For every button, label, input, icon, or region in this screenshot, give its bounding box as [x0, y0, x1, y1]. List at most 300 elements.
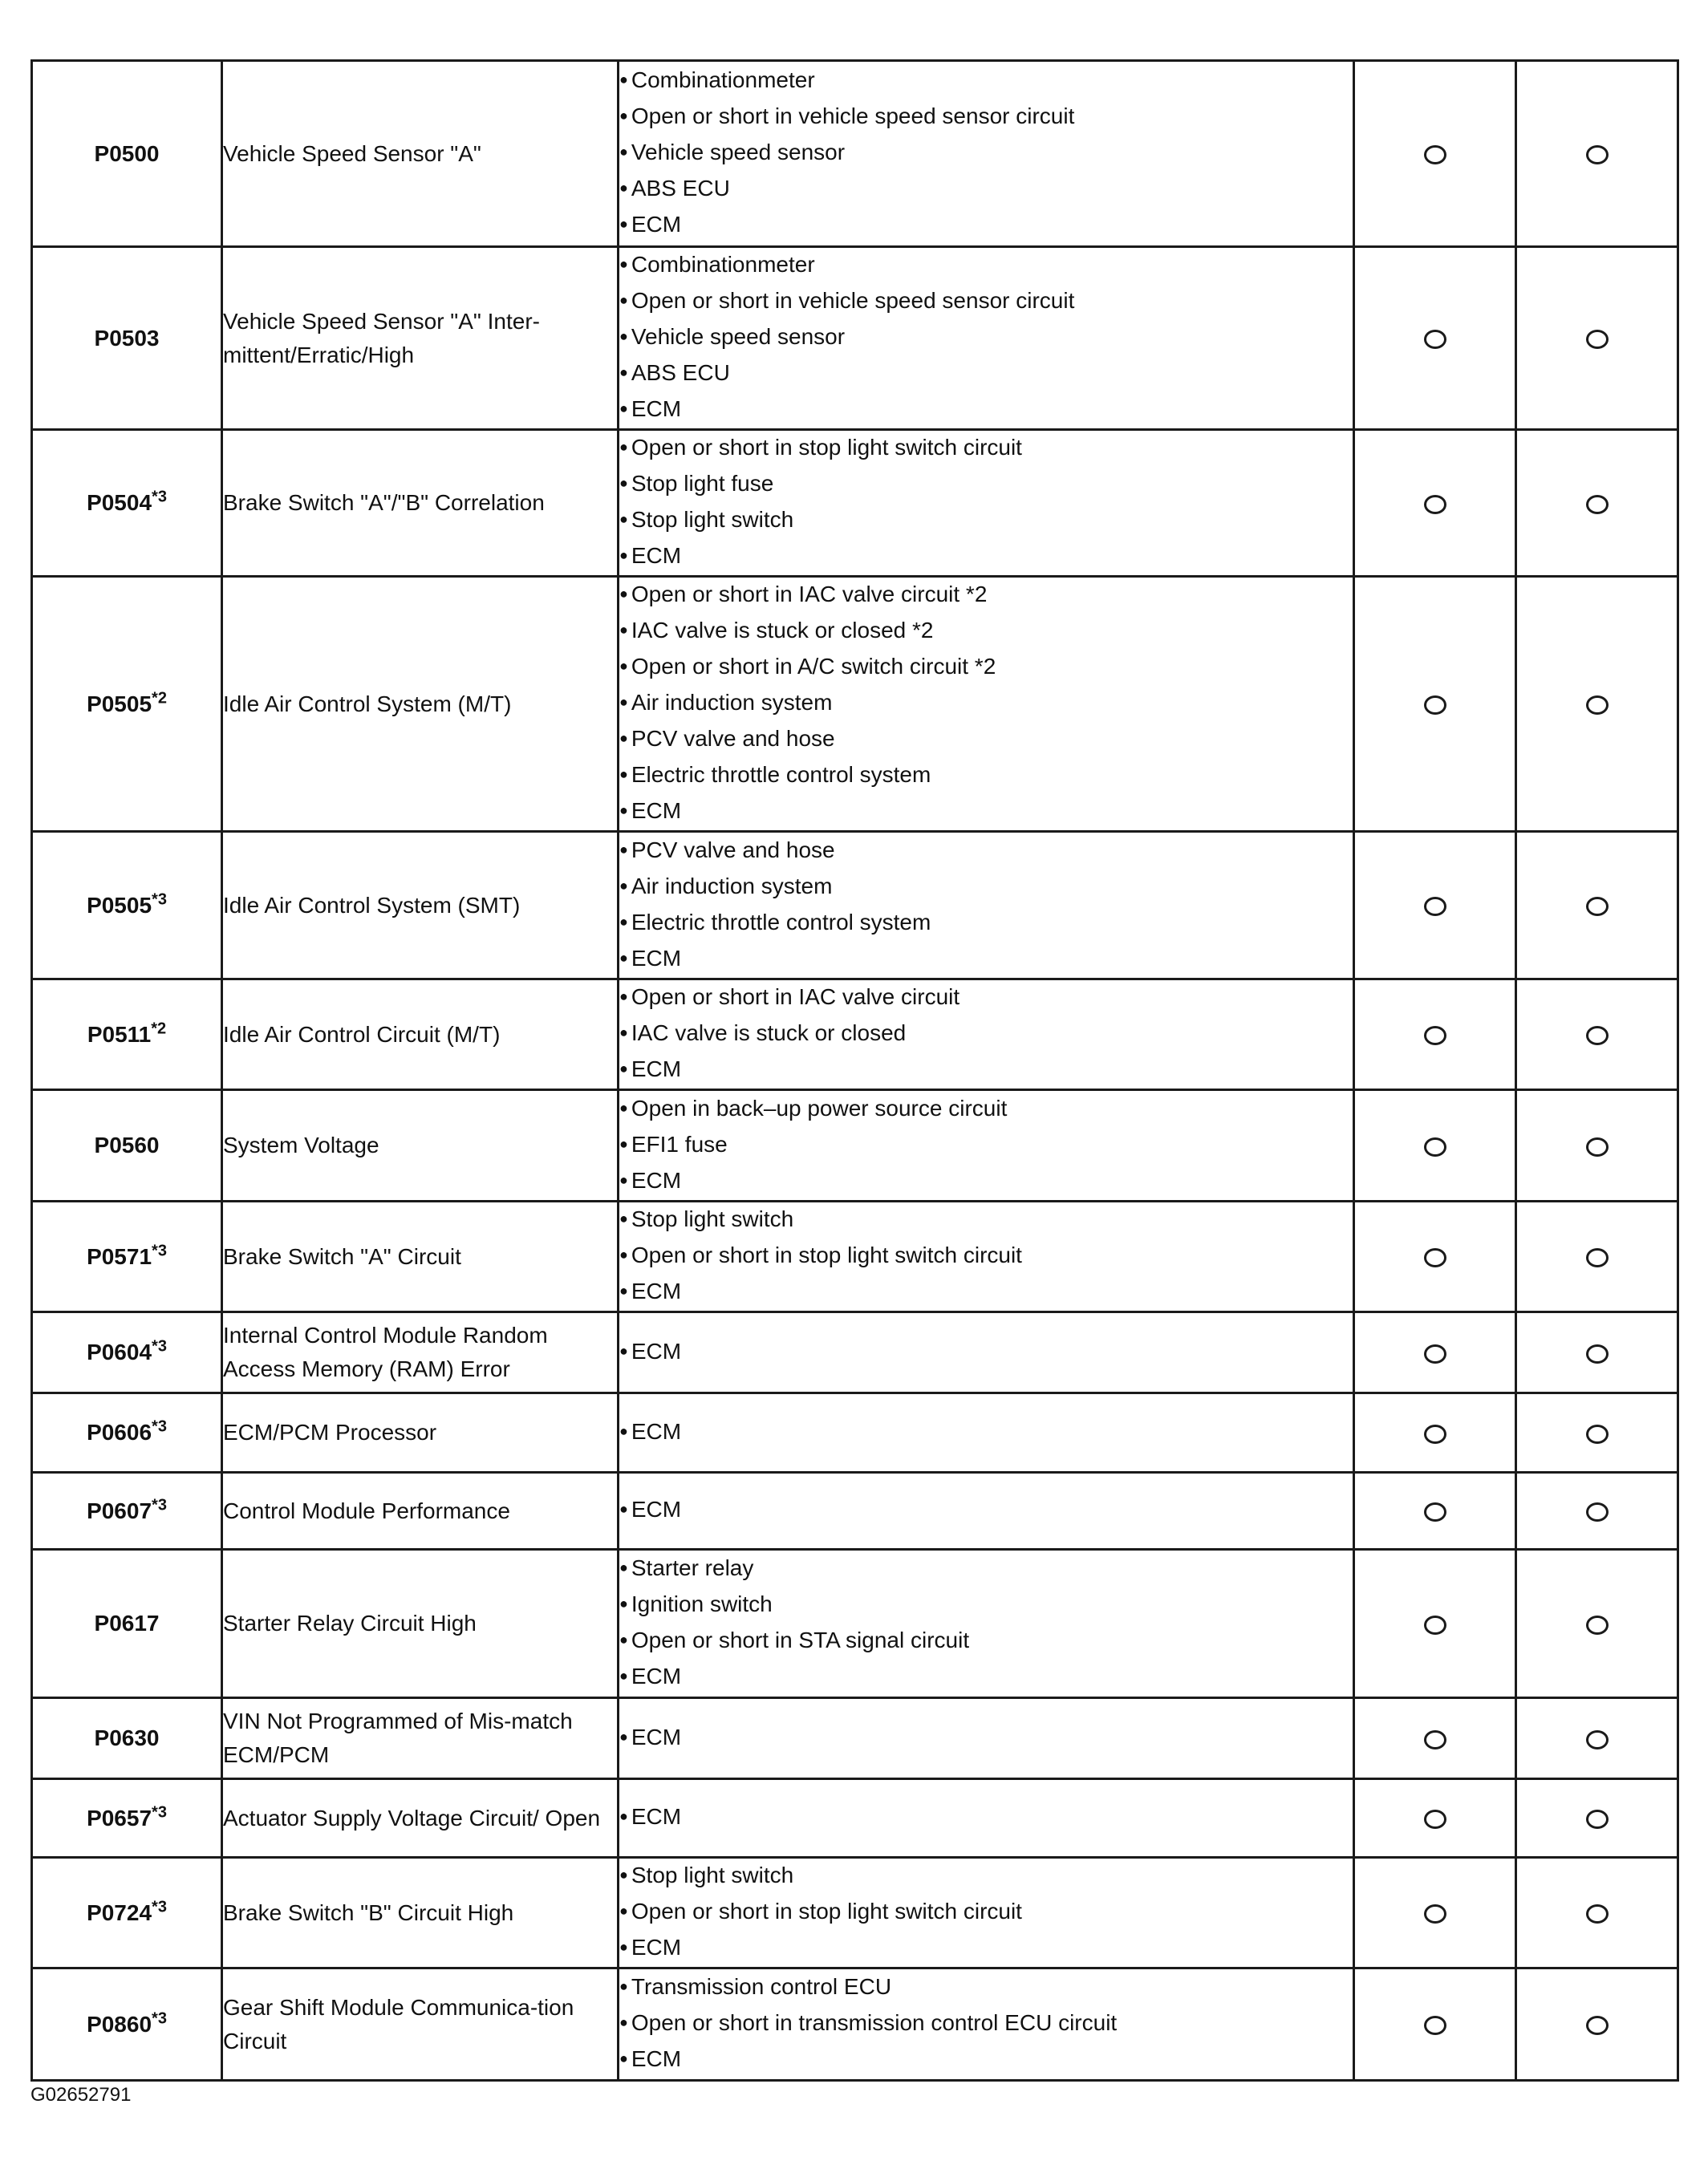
trouble-area-item — [619, 1493, 1353, 1529]
trouble-area-text: Stop light fuse — [631, 471, 774, 496]
trouble-area-item — [619, 2042, 1353, 2078]
circle-icon — [1586, 1904, 1609, 1924]
trouble-area-item — [619, 503, 1353, 539]
trouble-area-item — [619, 1092, 1353, 1128]
trouble-area-cell — [619, 1473, 1354, 1550]
memory-indicator-cell — [1516, 1858, 1678, 1968]
trouble-area-cell — [619, 1312, 1354, 1393]
dtc-code: P0571 — [87, 1243, 152, 1269]
bullet-icon: ● — [619, 1135, 628, 1152]
table-row — [32, 979, 1678, 1090]
dtc-code: P0505 — [87, 892, 152, 918]
trouble-area-text: Stop light switch — [631, 1863, 794, 1887]
trouble-area-text: Open or short in stop light switch circuit — [631, 1899, 1022, 1924]
mil-indicator-cell — [1354, 832, 1516, 979]
bullet-icon: ● — [619, 1559, 628, 1575]
trouble-area-text: ECM — [631, 212, 682, 237]
table-row — [32, 430, 1678, 577]
dtc-footnote-mark: *3 — [152, 890, 167, 909]
circle-icon — [1424, 1616, 1446, 1635]
trouble-area-text: Combinationmeter — [631, 67, 815, 92]
table-row — [32, 247, 1678, 430]
circle-icon — [1424, 1344, 1446, 1364]
trouble-area-text: Starter relay — [631, 1555, 754, 1580]
trouble-area-text: Air induction system — [631, 690, 833, 715]
memory-indicator-cell — [1516, 1473, 1678, 1550]
table-row — [32, 1312, 1678, 1393]
trouble-area-item — [619, 172, 1353, 208]
trouble-area-item — [619, 1721, 1353, 1757]
trouble-area-text: ECM — [631, 945, 682, 971]
dtc-code: P0657 — [87, 1805, 152, 1831]
mil-indicator-cell — [1354, 1202, 1516, 1312]
trouble-area-cell — [619, 832, 1354, 979]
trouble-area-cell — [619, 577, 1354, 832]
dtc-code: P0504 — [87, 490, 152, 515]
trouble-area-text: ECM — [631, 1418, 682, 1444]
bullet-icon: ● — [619, 841, 628, 857]
detection-item: Actuator Supply Voltage Circuit/ Open — [222, 1779, 619, 1858]
trouble-area-text: ECM — [631, 396, 682, 421]
dtc-code-cell — [32, 1550, 222, 1698]
circle-icon — [1586, 145, 1609, 164]
dtc-code-cell — [32, 430, 222, 577]
trouble-area-cell — [619, 430, 1354, 577]
bullet-icon: ● — [619, 1632, 628, 1648]
table-row — [32, 832, 1678, 979]
trouble-area-cell — [619, 61, 1354, 247]
bullet-icon: ● — [619, 475, 628, 491]
memory-indicator-cell — [1516, 1779, 1678, 1858]
trouble-area-item — [619, 1970, 1353, 2006]
circle-icon — [1424, 1026, 1446, 1045]
trouble-area-text: Open or short in IAC valve circuit *2 — [631, 582, 988, 606]
trouble-area-text: IAC valve is stuck or closed — [631, 1020, 907, 1045]
bullet-icon: ● — [619, 364, 628, 380]
bullet-icon: ● — [619, 1060, 628, 1076]
circle-icon — [1424, 1425, 1446, 1444]
trouble-area-cell — [619, 1858, 1354, 1968]
dtc-footnote-mark: *3 — [152, 1898, 167, 1916]
circle-icon — [1586, 1730, 1609, 1749]
trouble-area-item — [619, 136, 1353, 172]
trouble-area-text: Open or short in STA signal circuit — [631, 1628, 970, 1652]
bullet-icon: ● — [619, 400, 628, 416]
memory-indicator-cell — [1516, 1312, 1678, 1393]
bullet-icon: ● — [619, 586, 628, 602]
bullet-icon: ● — [619, 802, 628, 818]
trouble-area-item — [619, 1239, 1353, 1275]
trouble-area-cell — [619, 1698, 1354, 1779]
dtc-code-cell — [32, 61, 222, 247]
trouble-area-text: ECM — [631, 1724, 682, 1749]
mil-indicator-cell — [1354, 247, 1516, 430]
dtc-footnote-mark: *3 — [152, 488, 167, 506]
circle-icon — [1586, 1502, 1609, 1522]
memory-indicator-cell — [1516, 430, 1678, 577]
dtc-code: P0607 — [87, 1498, 152, 1523]
memory-indicator-cell — [1516, 1202, 1678, 1312]
dtc-code-cell — [32, 577, 222, 832]
trouble-area-text: Open or short in stop light switch circuit — [631, 435, 1022, 460]
dtc-code-cell — [32, 1312, 222, 1393]
table-row — [32, 1698, 1678, 1779]
dtc-code-cell — [32, 1779, 222, 1858]
trouble-area-text: Open or short in stop light switch circuit — [631, 1243, 1022, 1267]
circle-icon — [1586, 1616, 1609, 1635]
memory-indicator-cell — [1516, 1550, 1678, 1698]
mil-indicator-cell — [1354, 1698, 1516, 1779]
memory-indicator-cell — [1516, 1393, 1678, 1473]
trouble-area-item — [619, 1660, 1353, 1696]
circle-icon — [1424, 330, 1446, 349]
trouble-area-cell — [619, 1550, 1354, 1698]
dtc-footnote-mark: *3 — [152, 2009, 167, 2028]
table-row — [32, 1779, 1678, 1858]
bullet-icon: ● — [619, 292, 628, 308]
detection-item: Vehicle Speed Sensor "A" — [222, 61, 619, 247]
circle-icon — [1586, 897, 1609, 916]
table-row — [32, 1393, 1678, 1473]
detection-item: Gear Shift Module Communica-tion Circuit — [222, 1968, 619, 2081]
bullet-icon: ● — [619, 1099, 628, 1116]
bullet-icon: ● — [619, 2014, 628, 2030]
dtc-code: P0503 — [94, 325, 160, 351]
dtc-code-cell — [32, 1090, 222, 1202]
trouble-area-item — [619, 1052, 1353, 1089]
detection-item: Brake Switch "A"/"B" Correlation — [222, 430, 619, 577]
dtc-footnote-mark: *3 — [152, 1337, 167, 1356]
trouble-area-text: ECM — [631, 1664, 682, 1689]
trouble-area-item — [619, 1415, 1353, 1451]
table-row — [32, 1202, 1678, 1312]
trouble-area-text: ECM — [631, 1056, 682, 1081]
bullet-icon: ● — [619, 1867, 628, 1883]
detection-item: Idle Air Control System (M/T) — [222, 577, 619, 832]
trouble-area-text: Electric throttle control system — [631, 762, 931, 787]
detection-item: Idle Air Control System (SMT) — [222, 832, 619, 979]
mil-indicator-cell — [1354, 979, 1516, 1090]
trouble-area-text: ECM — [631, 1279, 682, 1303]
trouble-area-item — [619, 99, 1353, 136]
bullet-icon: ● — [619, 1728, 628, 1745]
trouble-area-text: Stop light switch — [631, 507, 794, 532]
dtc-code: P0860 — [87, 2011, 152, 2037]
mil-indicator-cell — [1354, 1858, 1516, 1968]
bullet-icon: ● — [619, 622, 628, 638]
dtc-code-cell — [32, 1473, 222, 1550]
trouble-area-text: PCV valve and hose — [631, 837, 835, 862]
trouble-area-item — [619, 1895, 1353, 1931]
trouble-area-cell — [619, 1090, 1354, 1202]
detection-item: Starter Relay Circuit High — [222, 1550, 619, 1698]
trouble-area-item — [619, 1202, 1353, 1239]
trouble-area-item — [619, 431, 1353, 467]
trouble-area-item — [619, 833, 1353, 870]
dtc-code: P0560 — [94, 1133, 160, 1158]
circle-icon — [1424, 1248, 1446, 1267]
circle-icon — [1586, 1248, 1609, 1267]
trouble-area-text: Vehicle speed sensor — [631, 324, 846, 349]
dtc-code-cell — [32, 832, 222, 979]
bullet-icon: ● — [619, 730, 628, 746]
bullet-icon: ● — [619, 144, 628, 160]
mil-indicator-cell — [1354, 430, 1516, 577]
bullet-icon: ● — [619, 658, 628, 674]
mil-indicator-cell — [1354, 1312, 1516, 1393]
memory-indicator-cell — [1516, 979, 1678, 1090]
trouble-area-item — [619, 63, 1353, 99]
trouble-area-cell — [619, 247, 1354, 430]
trouble-area-text: Ignition switch — [631, 1591, 773, 1616]
circle-icon — [1586, 1026, 1609, 1045]
trouble-area-item — [619, 1800, 1353, 1836]
bullet-icon: ● — [619, 1501, 628, 1517]
trouble-area-text: ABS ECU — [631, 176, 730, 201]
detection-item: System Voltage — [222, 1090, 619, 1202]
dtc-code-cell — [32, 1698, 222, 1779]
trouble-area-cell — [619, 1779, 1354, 1858]
trouble-area-item — [619, 1931, 1353, 1967]
dtc-code-cell — [32, 979, 222, 1090]
bullet-icon: ● — [619, 439, 628, 455]
bullet-icon: ● — [619, 877, 628, 894]
trouble-area-text: ECM — [631, 1497, 682, 1522]
dtc-code: P0724 — [87, 1899, 152, 1925]
bullet-icon: ● — [619, 1171, 628, 1188]
trouble-area-text: ECM — [631, 543, 682, 568]
dtc-code: P0604 — [87, 1340, 152, 1364]
circle-icon — [1424, 1137, 1446, 1157]
trouble-area-text: Air induction system — [631, 873, 833, 898]
detection-item: Brake Switch "B" Circuit High — [222, 1858, 619, 1968]
detection-item: VIN Not Programmed of Mis-match ECM/PCM — [222, 1698, 619, 1779]
circle-icon — [1424, 1730, 1446, 1749]
trouble-area-item — [619, 2006, 1353, 2042]
trouble-area-item — [619, 392, 1353, 428]
memory-indicator-cell — [1516, 1698, 1678, 1779]
bullet-icon: ● — [619, 1668, 628, 1684]
trouble-area-text: Open or short in vehicle speed sensor circuit — [631, 288, 1075, 313]
bullet-icon: ● — [619, 1422, 628, 1439]
trouble-area-text: Electric throttle control system — [631, 909, 931, 935]
dtc-code-cell — [32, 1968, 222, 2081]
dtc-footnote-mark: *3 — [152, 1803, 167, 1822]
trouble-area-item — [619, 794, 1353, 830]
mil-indicator-cell — [1354, 577, 1516, 832]
bullet-icon: ● — [619, 988, 628, 1004]
circle-icon — [1424, 897, 1446, 916]
bullet-icon: ● — [619, 1342, 628, 1359]
memory-indicator-cell — [1516, 247, 1678, 430]
trouble-area-text: Open in back–up power source circuit — [631, 1095, 1008, 1121]
dtc-code-cell — [32, 1858, 222, 1968]
trouble-area-item — [619, 539, 1353, 575]
trouble-area-item — [619, 980, 1353, 1016]
trouble-area-cell — [619, 1968, 1354, 2081]
bullet-icon: ● — [619, 949, 628, 966]
dtc-table-body — [32, 61, 1678, 2081]
trouble-area-item — [619, 686, 1353, 722]
bullet-icon: ● — [619, 1978, 628, 1994]
circle-icon — [1586, 1425, 1609, 1444]
bullet-icon: ● — [619, 1210, 628, 1226]
detection-item: Vehicle Speed Sensor "A" Inter-mittent/Erratic/High — [222, 247, 619, 430]
dtc-footnote-mark: *2 — [152, 689, 167, 707]
trouble-area-text: IAC valve is stuck or closed *2 — [631, 618, 934, 643]
trouble-area-item — [619, 870, 1353, 906]
bullet-icon: ● — [619, 547, 628, 563]
figure-id: G02652791 — [30, 2084, 132, 2106]
trouble-area-text: Open or short in IAC valve circuit — [631, 984, 960, 1009]
bullet-icon: ● — [619, 256, 628, 272]
bullet-icon: ● — [619, 913, 628, 930]
trouble-area-item — [619, 1587, 1353, 1624]
trouble-area-text: ECM — [631, 1935, 682, 1960]
trouble-area-item — [619, 467, 1353, 503]
circle-icon — [1424, 1502, 1446, 1522]
trouble-area-item — [619, 614, 1353, 650]
trouble-area-text: Combinationmeter — [631, 252, 815, 277]
trouble-area-item — [619, 942, 1353, 978]
table-row — [32, 1090, 1678, 1202]
trouble-area-text: ECM — [631, 798, 682, 823]
trouble-area-item — [619, 578, 1353, 614]
detection-item: ECM/PCM Processor — [222, 1393, 619, 1473]
circle-icon — [1424, 145, 1446, 164]
detection-item: Idle Air Control Circuit (M/T) — [222, 979, 619, 1090]
trouble-area-item — [619, 248, 1353, 284]
dtc-footnote-mark: *2 — [151, 1020, 167, 1038]
trouble-area-text: Open or short in A/C switch circuit *2 — [631, 654, 996, 679]
bullet-icon: ● — [619, 1808, 628, 1824]
trouble-area-cell — [619, 1202, 1354, 1312]
memory-indicator-cell — [1516, 577, 1678, 832]
dtc-code: P0505 — [87, 691, 152, 716]
circle-icon — [1586, 330, 1609, 349]
table-row — [32, 1473, 1678, 1550]
memory-indicator-cell — [1516, 1090, 1678, 1202]
trouble-area-item — [619, 1016, 1353, 1052]
detection-item: Internal Control Module Random Access Memory (RAM) Error — [222, 1312, 619, 1393]
mil-indicator-cell — [1354, 61, 1516, 247]
bullet-icon: ● — [619, 1595, 628, 1612]
trouble-area-text: Open or short in transmission control ECU circuit — [631, 2010, 1118, 2035]
bullet-icon: ● — [619, 180, 628, 196]
mil-indicator-cell — [1354, 1550, 1516, 1698]
circle-icon — [1586, 2016, 1609, 2035]
trouble-area-cell — [619, 1393, 1354, 1473]
circle-icon — [1424, 495, 1446, 514]
bullet-icon: ● — [619, 1903, 628, 1919]
dtc-code: P0617 — [94, 1611, 160, 1636]
trouble-area-item — [619, 1335, 1353, 1371]
bullet-icon: ● — [619, 1283, 628, 1299]
bullet-icon: ● — [619, 328, 628, 344]
bullet-icon: ● — [619, 511, 628, 527]
trouble-area-item — [619, 906, 1353, 942]
trouble-area-item — [619, 356, 1353, 392]
trouble-area-item — [619, 650, 1353, 686]
dtc-code: P0511 — [87, 1021, 152, 1047]
bullet-icon: ● — [619, 1024, 628, 1040]
trouble-area-text: ECM — [631, 1338, 682, 1364]
trouble-area-text: ECM — [631, 2046, 682, 2071]
trouble-area-text: PCV valve and hose — [631, 726, 835, 751]
circle-icon — [1424, 695, 1446, 715]
circle-icon — [1586, 1344, 1609, 1364]
table-row — [32, 577, 1678, 832]
circle-icon — [1586, 1137, 1609, 1157]
circle-icon — [1586, 695, 1609, 715]
trouble-area-text: EFI1 fuse — [631, 1131, 728, 1157]
mil-indicator-cell — [1354, 1393, 1516, 1473]
trouble-area-text: ECM — [631, 1167, 682, 1193]
mil-indicator-cell — [1354, 1779, 1516, 1858]
dtc-footnote-mark: *3 — [152, 1496, 167, 1514]
trouble-area-item — [619, 284, 1353, 320]
bullet-icon: ● — [619, 1247, 628, 1263]
detection-item: Control Module Performance — [222, 1473, 619, 1550]
memory-indicator-cell — [1516, 61, 1678, 247]
circle-icon — [1424, 1904, 1446, 1924]
trouble-area-item — [619, 1624, 1353, 1660]
trouble-area-item — [619, 1128, 1353, 1164]
circle-icon — [1424, 2016, 1446, 2035]
table-row — [32, 61, 1678, 247]
bullet-icon: ● — [619, 2050, 628, 2066]
trouble-area-text: Stop light switch — [631, 1206, 794, 1231]
trouble-area-item — [619, 1275, 1353, 1311]
dtc-code: P0500 — [94, 140, 160, 166]
trouble-area-item — [619, 1551, 1353, 1587]
bullet-icon: ● — [619, 694, 628, 710]
bullet-icon: ● — [619, 71, 628, 87]
trouble-area-item — [619, 1859, 1353, 1895]
trouble-area-item — [619, 208, 1353, 244]
trouble-area-text: ABS ECU — [631, 360, 730, 385]
bullet-icon: ● — [619, 1939, 628, 1955]
trouble-area-text: Vehicle speed sensor — [631, 140, 846, 164]
memory-indicator-cell — [1516, 1968, 1678, 2081]
dtc-code-cell — [32, 1393, 222, 1473]
detection-item: Brake Switch "A" Circuit — [222, 1202, 619, 1312]
trouble-area-text: ECM — [631, 1804, 682, 1829]
trouble-area-item — [619, 722, 1353, 758]
table-row — [32, 1858, 1678, 1968]
dtc-footnote-mark: *3 — [152, 1242, 167, 1260]
mil-indicator-cell — [1354, 1473, 1516, 1550]
table-row — [32, 1550, 1678, 1698]
dtc-code-cell — [32, 247, 222, 430]
table-row — [32, 1968, 1678, 2081]
dtc-code: P0630 — [94, 1725, 160, 1750]
dtc-table — [30, 59, 1679, 2082]
trouble-area-cell — [619, 979, 1354, 1090]
trouble-area-item — [619, 1164, 1353, 1200]
bullet-icon: ● — [619, 107, 628, 124]
trouble-area-text: Transmission control ECU — [631, 1974, 892, 1999]
memory-indicator-cell — [1516, 832, 1678, 979]
bullet-icon: ● — [619, 766, 628, 782]
trouble-area-item — [619, 758, 1353, 794]
mil-indicator-cell — [1354, 1968, 1516, 2081]
mil-indicator-cell — [1354, 1090, 1516, 1202]
trouble-area-text: Open or short in vehicle speed sensor circuit — [631, 103, 1075, 128]
dtc-code-cell — [32, 1202, 222, 1312]
bullet-icon: ● — [619, 216, 628, 232]
dtc-code: P0606 — [87, 1420, 152, 1445]
